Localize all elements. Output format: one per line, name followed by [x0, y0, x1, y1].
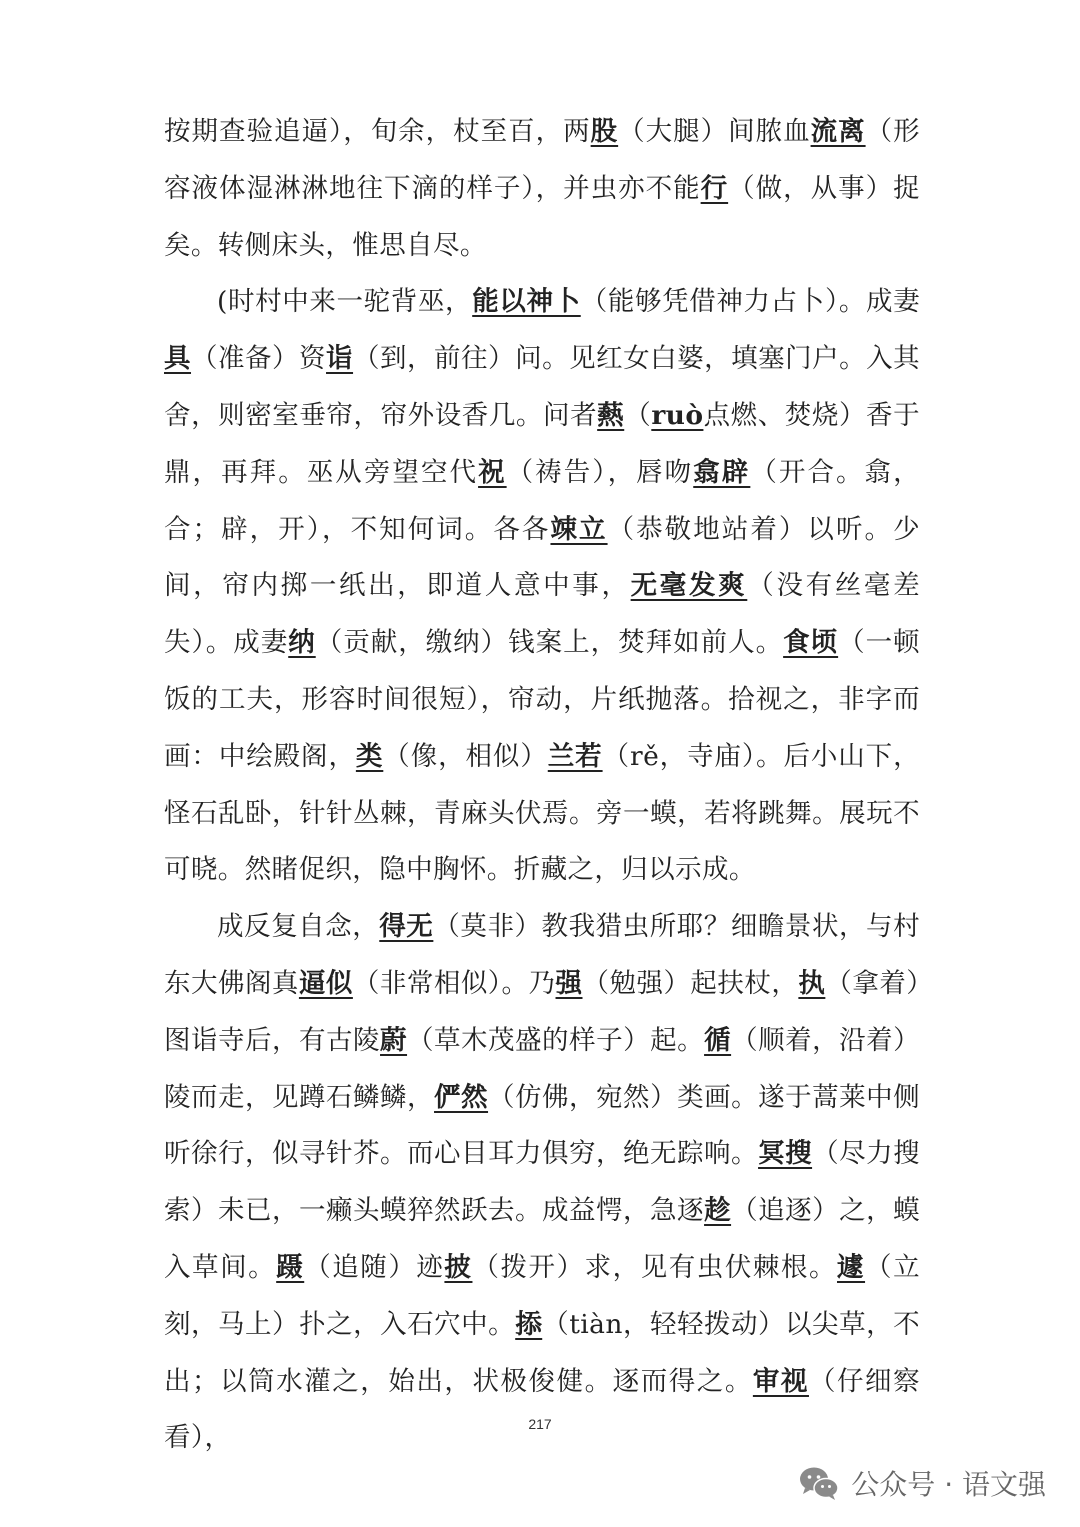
paragraph [164, 104, 920, 274]
text-run: （莫非）教我猎虫所耶？细瞻景状，与村东大佛阁真 [164, 911, 920, 999]
wechat-icon [797, 1461, 841, 1505]
text-run: （rě，寺庙）。后小山下，怪石乱卧，针针丛棘，青麻头伏焉。旁一蟆，若将跳舞。展玩不可晓。然睹促织，隐中胸怀。折藏之，归以示成。 [164, 740, 920, 886]
keyword-term: 兰若 [547, 740, 603, 772]
text-run: （大腿）间脓血 [618, 116, 811, 147]
keyword-term: 行 [700, 172, 729, 204]
text-run: （tiàn，轻轻拨动）以尖草，不出；以筒水灌之，始出，状极俊健。逐而得之。 [164, 1308, 920, 1397]
text-run: （一顿饭的工夫，形容时间很短），帘动，片纸抛落。拾视之，非字而画：中绘殿阁， [164, 627, 920, 772]
text-run: （仿佛，宛然）类画。遂于蒿莱中侧听徐行，似寻针芥。而心目耳力俱穷，绝无踪响。 [164, 1081, 920, 1170]
keyword-term: 审视 [752, 1365, 809, 1397]
keyword-term: 竦立 [550, 513, 608, 545]
text-run: （立刻，马上）扑之，入石穴中。 [164, 1251, 920, 1340]
text-run: （尽力搜索）未已，一癞头蟆猝然跃去。成益愕，急逐 [164, 1138, 920, 1227]
paragraph [164, 899, 920, 1467]
keyword-term: 流离 [810, 116, 866, 147]
text-run: （贡献，缴纳）钱案上，焚拜如前人。 [315, 627, 784, 659]
text-run: （追随）迹 [304, 1251, 445, 1283]
keyword-term: 纳 [288, 627, 316, 659]
keyword-term: 诣 [326, 343, 354, 375]
text-run: 点燃、焚烧）香于鼎，再拜。巫从旁望空代 [164, 399, 920, 488]
keyword-term: 股 [590, 116, 619, 147]
text-run: （到，前往）问。见红女白婆，填塞门户。入其舍，则密室垂帘，帘外设香几。问者 [164, 343, 921, 431]
text-run: 成反复自念， [217, 911, 380, 943]
keyword-term: 掭 [515, 1308, 543, 1340]
keyword-term: 俨然 [434, 1081, 489, 1113]
text-run: （像，相似） [383, 740, 548, 772]
text-run: （非常相似）。乃 [352, 967, 556, 999]
keyword-term: 食顷 [783, 627, 839, 659]
keyword-term: ruò [651, 399, 704, 431]
text-run: （祷告），唇吻 [506, 456, 694, 488]
text-run: （仔细察看）， [164, 1365, 920, 1454]
keyword-term: 爇 [597, 399, 625, 431]
keyword-term: 遽 [837, 1251, 866, 1283]
keyword-term: 得无 [379, 911, 434, 943]
text-run: （形容液体湿淋淋地往下滴的样子），并虫亦不能 [164, 116, 920, 204]
keyword-term: 逼似 [298, 967, 353, 999]
text-run: （做，从事）捉矣。转侧床头，惟思自尽。 [164, 172, 920, 261]
text-run: （勉强）起扶杖， [582, 967, 799, 999]
body-text [164, 104, 920, 1467]
text-run: (时村中来一驼背巫， [217, 286, 473, 318]
keyword-term: 能以神卜 [472, 286, 581, 318]
text-run: （开合。翕，合；辟，开），不知何词。各各 [164, 456, 920, 545]
keyword-term: 强 [555, 967, 583, 999]
keyword-term: 具 [164, 343, 192, 375]
text-run: （顺着，沿着）陵而走，见蹲石鳞鳞， [164, 1024, 921, 1113]
text-run: （草木茂盛的样子）起。 [407, 1024, 705, 1056]
text-run: （能够凭借神力占卜）。成妻 [580, 286, 920, 318]
text-run: （追逐）之，蟆入草间。 [164, 1195, 920, 1283]
keyword-term: 无毫发爽 [630, 570, 748, 602]
keyword-term: 类 [355, 740, 384, 772]
watermark [797, 1458, 1046, 1508]
text-run: （ [624, 399, 652, 431]
keyword-term: 祝 [478, 456, 507, 488]
keyword-term: 趁 [704, 1195, 732, 1227]
keyword-term: 蹑 [276, 1251, 305, 1283]
keyword-term: 翕辟 [693, 456, 751, 488]
text-run: （恭敬地站着）以听。少间，帘内掷一纸出，即道人意中事， [164, 513, 920, 602]
text-run: （准备）资 [191, 343, 327, 375]
text-run: （没有丝毫差失）。成妻 [164, 570, 920, 659]
paragraph [164, 274, 920, 899]
keyword-term: 披 [444, 1251, 473, 1283]
text-run: （拨开）求，见有虫伏棘根。 [472, 1251, 837, 1283]
keyword-term: 蔚 [380, 1024, 408, 1056]
keyword-term: 冥搜 [758, 1138, 813, 1170]
keyword-term: 执 [798, 967, 826, 999]
keyword-term: 循 [704, 1024, 732, 1056]
page-number: 217 [528, 1416, 552, 1432]
text-run: 按期查验追逼），旬余，杖至百，两 [164, 116, 591, 147]
text-run: （拿着）图诣寺后，有古陵 [164, 967, 920, 1056]
watermark-text: 公众号 · 语文强 [851, 1468, 1046, 1501]
